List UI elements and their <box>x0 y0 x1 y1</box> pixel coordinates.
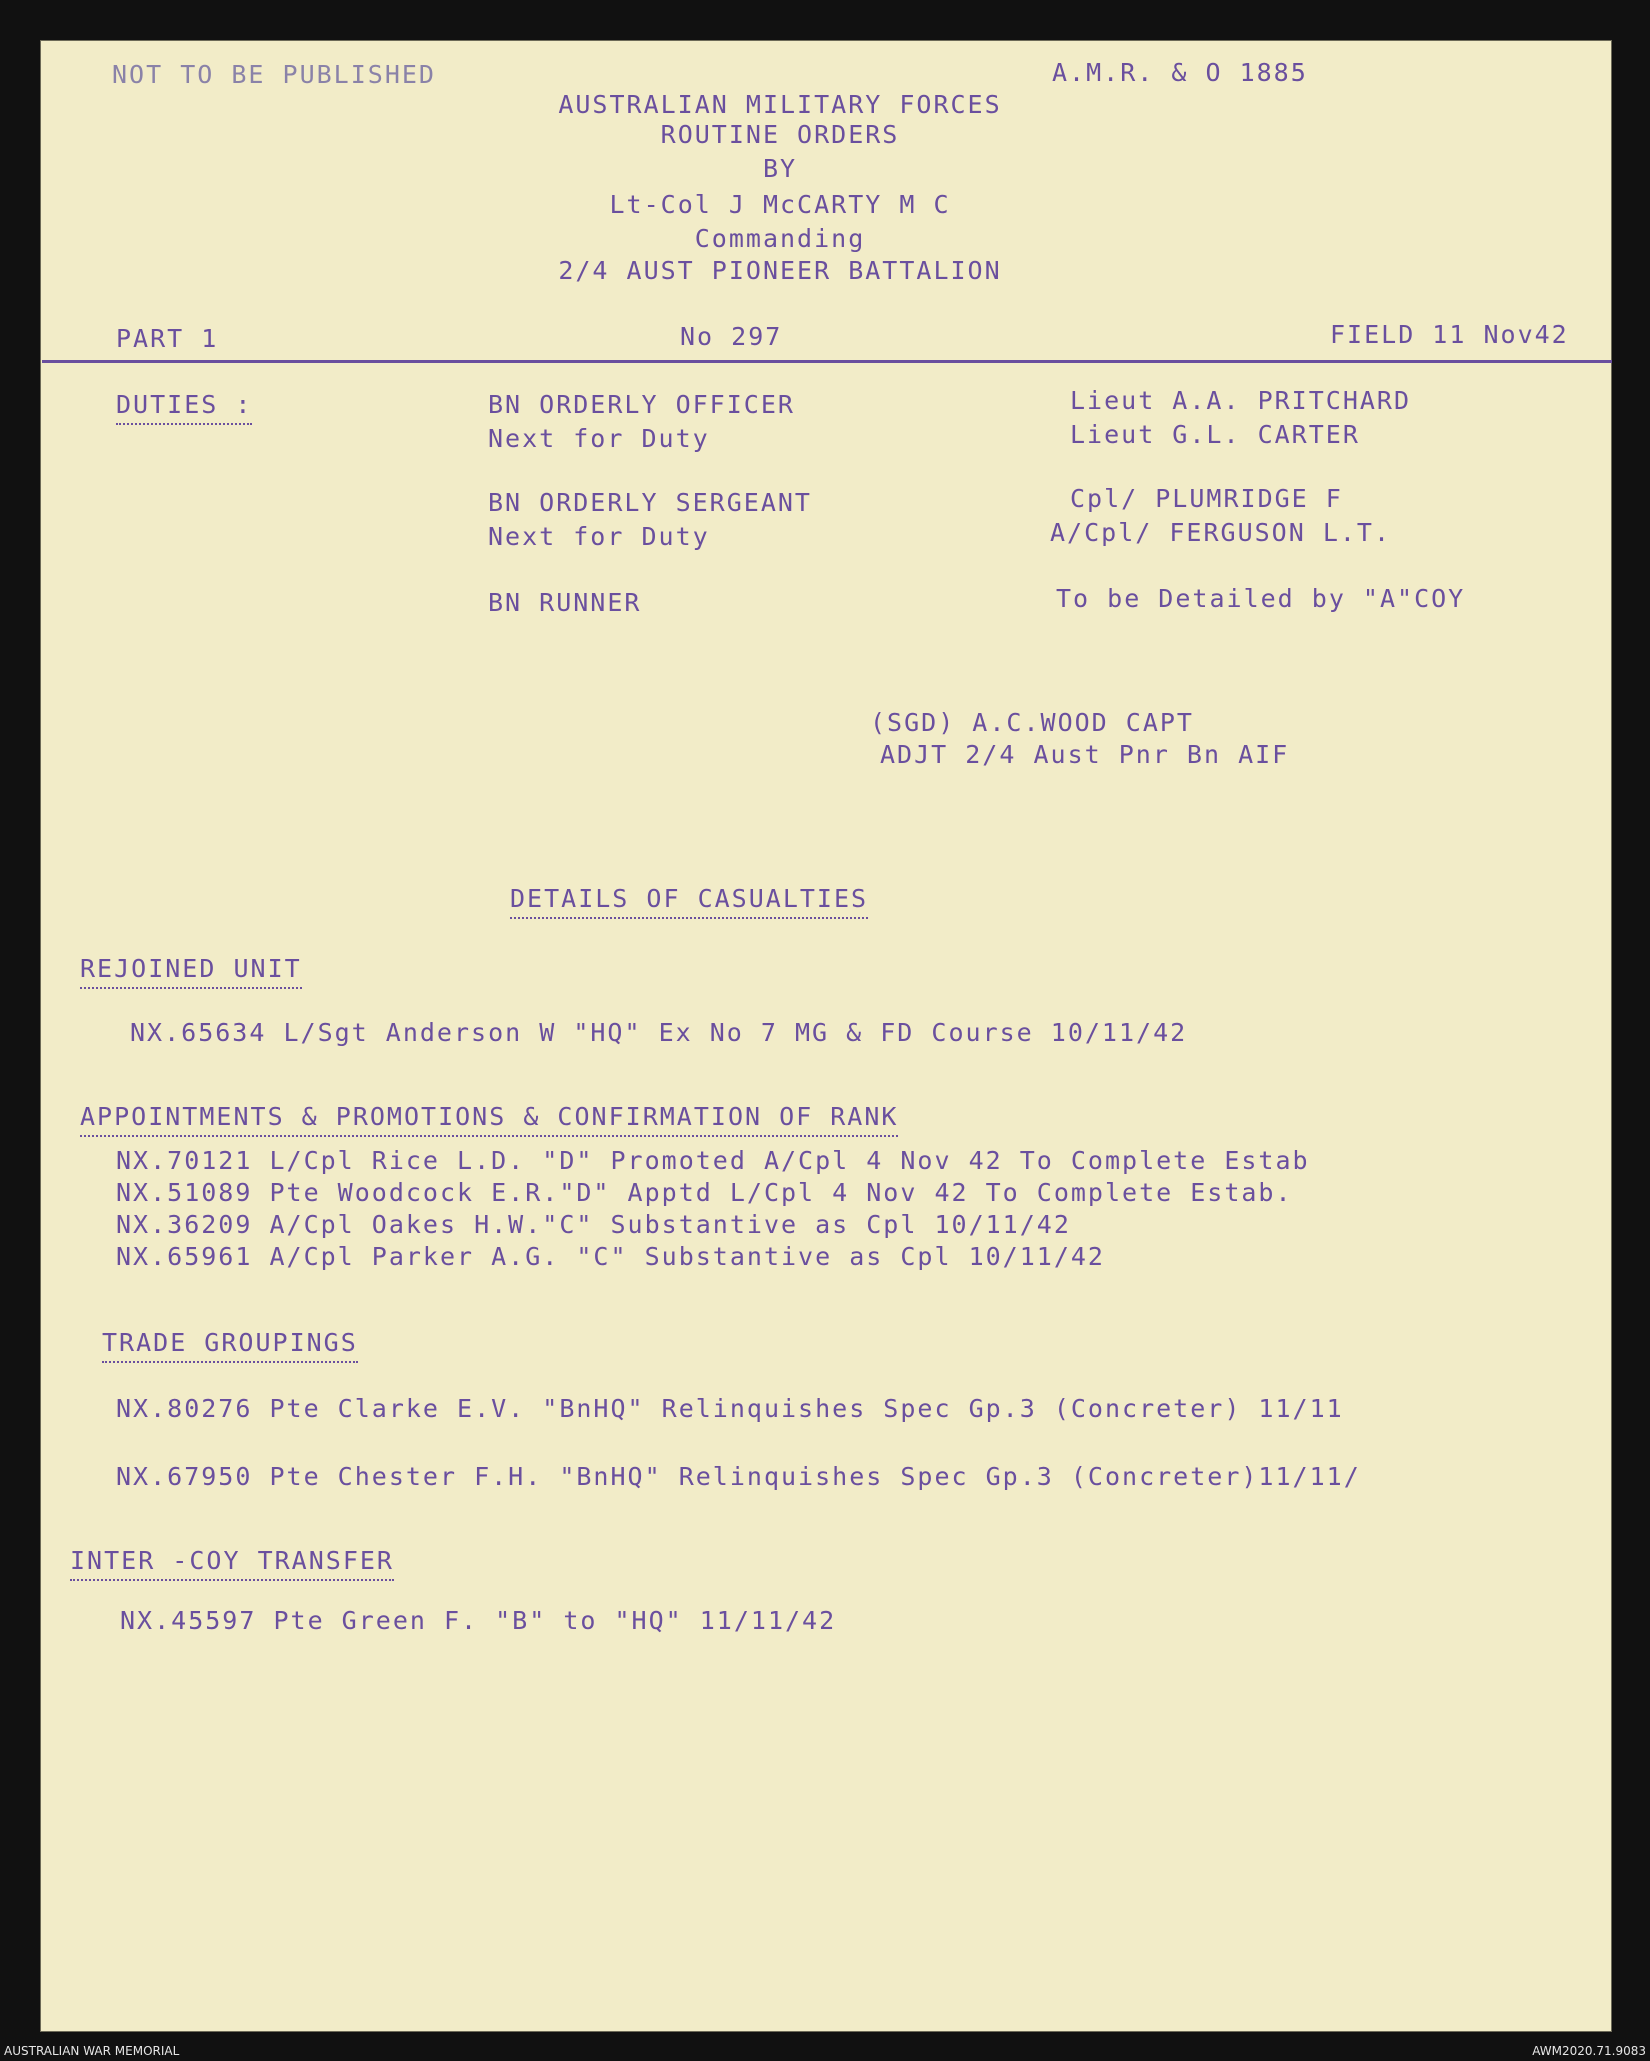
field-date: FIELD 11 Nov42 <box>1330 320 1569 349</box>
list-item: NX.36209 A/Cpl Oakes H.W."C" Substantive as Cpl 10/11/42 <box>116 1210 1071 1239</box>
duty-person: Cpl/ PLUMRIDGE F <box>1070 484 1343 513</box>
duty-person: Lieut A.A. PRITCHARD <box>1070 386 1412 415</box>
header-line-1: AUSTRALIAN MILITARY FORCES <box>558 90 1002 119</box>
duty-person: A/Cpl/ FERGUSON L.T. <box>1050 518 1392 547</box>
section-heading: REJOINED UNIT <box>80 956 302 989</box>
details-heading: DETAILS OF CASUALTIES <box>510 886 868 919</box>
duty-person: Lieut G.L. CARTER <box>1070 420 1360 449</box>
header-line-2: ROUTINE ORDERS <box>660 120 900 149</box>
header-line-5: Commanding <box>694 224 866 253</box>
reference-number: A.M.R. & O 1885 <box>1052 58 1308 87</box>
duty-role: Next for Duty <box>488 522 710 551</box>
duty-person: To be Detailed by "A"COY <box>1056 584 1466 613</box>
list-item: NX.80276 Pte Clarke E.V. "BnHQ" Relinquishes Spec Gp.3 (Concreter) 11/11 <box>116 1394 1344 1423</box>
list-item: NX.65961 A/Cpl Parker A.G. "C" Substantive as Cpl 10/11/42 <box>116 1242 1105 1271</box>
footer-source: AUSTRALIAN WAR MEMORIAL <box>4 2044 180 2058</box>
section-heading: TRADE GROUPINGS <box>102 1330 358 1363</box>
list-item: NX.45597 Pte Green F. "B" to "HQ" 11/11/42 <box>120 1606 837 1635</box>
duty-role: BN ORDERLY SERGEANT <box>488 488 812 517</box>
duties-label: DUTIES : <box>116 392 252 425</box>
document-page <box>40 40 1612 2032</box>
header-rule <box>42 360 1612 363</box>
list-item: NX.70121 L/Cpl Rice L.D. "D" Promoted A/Cpl 4 Nov 42 To Complete Estab <box>116 1146 1310 1175</box>
part-label: PART 1 <box>116 324 219 353</box>
duty-role: BN RUNNER <box>488 588 642 617</box>
footer-id: AWM2020.71.9083 <box>1532 2044 1646 2058</box>
signature-line-2: ADJT 2/4 Aust Pnr Bn AIF <box>880 740 1290 769</box>
list-item: NX.51089 Pte Woodcock E.R."D" Apptd L/Cpl 4 Nov 42 To Complete Estab. <box>116 1178 1293 1207</box>
header-line-6: 2/4 AUST PIONEER BATTALION <box>558 256 1002 285</box>
list-item: NX.67950 Pte Chester F.H. "BnHQ" Relinquishes Spec Gp.3 (Concreter)11/11/ <box>116 1462 1361 1491</box>
duty-role: Next for Duty <box>488 424 710 453</box>
section-heading: INTER -COY TRANSFER <box>70 1548 394 1581</box>
header-line-4: Lt-Col J McCARTY M C <box>609 190 951 219</box>
header-line-3: BY <box>762 154 798 183</box>
section-heading: APPOINTMENTS & PROMOTIONS & CONFIRMATION OF RANK <box>80 1104 898 1137</box>
not-published-stamp: NOT TO BE PUBLISHED <box>112 60 436 89</box>
signature-line-1: (SGD) A.C.WOOD CAPT <box>870 708 1194 737</box>
duty-role: BN ORDERLY OFFICER <box>488 390 795 419</box>
order-number: No 297 <box>680 322 783 351</box>
list-item: NX.65634 L/Sgt Anderson W "HQ" Ex No 7 MG & FD Course 10/11/42 <box>130 1018 1188 1047</box>
